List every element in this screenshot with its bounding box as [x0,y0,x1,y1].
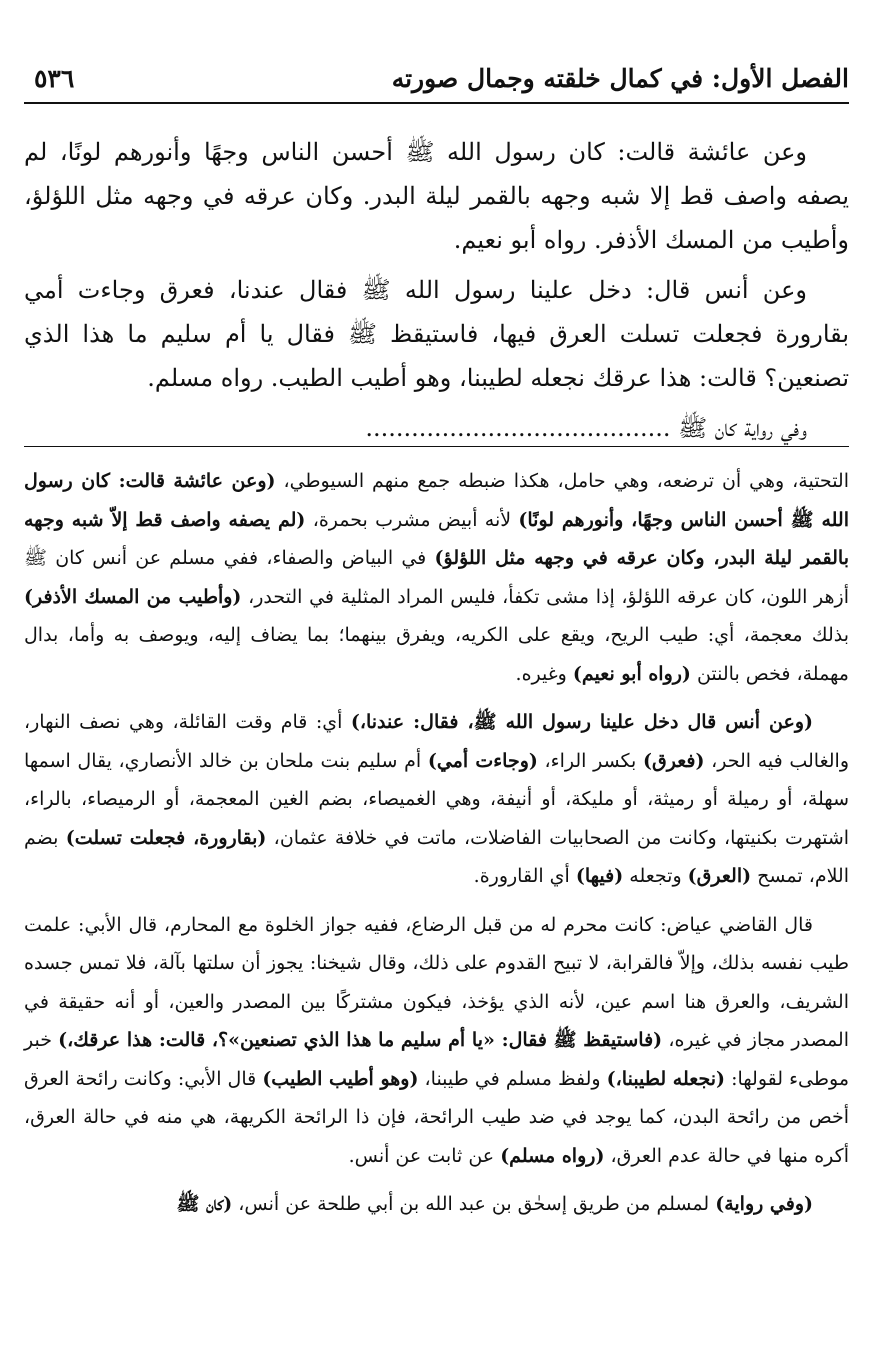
bold-quote-text: (فعرق) [642,749,705,772]
commentary-text: أي: قام وقت القائلة، وهي نصف النهار، والغالب فيه الحر، [24,711,850,772]
bold-quote-text: (وعن أنس قال دخل علينا رسول الله ﷺ، فقال: عندنا،) [350,711,813,733]
commentary-paragraph [24,1185,849,1224]
bold-quote-text: (رواه مسلم) [500,1144,605,1167]
commentary-text: لمسلم من طريق إسحٰق بن عبد الله بن أبي طلحة عن أنس، [232,1193,716,1215]
bold-quote-text: (فاستيقظ ﷺ فقال: «يا أم سليم ما هذا الذي تصنعين»؟، قالت: هذا عرقك،) [58,1029,663,1051]
bold-quote-text: (رواه أبو نعيم) [572,662,691,685]
main-text [24,130,849,456]
bold-quote-text: (فيها) [575,865,624,887]
commentary-text: بكسر الراء، [537,749,643,772]
hadith-riwaya [24,406,849,450]
commentary-text: وغيره. [515,662,573,685]
commentary-text: أم سليم بنت ملحان بن خالد الأنصاري، يقال اسمها سهلة، أو رميلة أو رميثة، أو مليكة، أو أنيفة، وهي الغميصاء، بضم الغين المعجمة، أو الرميصاء، بالراء، اشتهرت بكنيتها، وكانت من الصحابيات الفاضلات، ماتت في خلافة عثمان، [24,749,850,849]
bold-quote-text: (وجاءت أمي) [427,749,538,772]
commentary-text: وتجعله [623,865,688,887]
commentary-text: بذلك معجمة، أي: طيب الريح، ويقع على الكريه، ويفرق بينهما؛ بما يضاف إليه، ويوصف به وأما، بدال مهملة، فخص بالنتن [24,624,849,685]
commentary-text: بضم اللام، تمسح [24,826,849,887]
commentary-text: قال الأبي: وكانت رائحة العرق أخص من رائحة البدن، كما يوجد في ضد طيب الرائحة، فإن ذا الرائحة الكريهة، هي منه في حالة العرق، أكره منها في حالة عدم العرق، [24,1067,849,1167]
bold-quote-text: (وهو أطيب الطيب) [262,1067,419,1090]
riwaya-text: وفي رواية كان ﷺ [678,414,807,442]
commentary-paragraph [24,462,849,693]
bold-quote-text: (وأطيب من المسك الأذفر) [24,585,242,608]
separator-rule [24,446,849,447]
hadith-anas: وعن أنس قال: دخل علينا رسول الله ﷺ فقال عندنا، فعرق وجاءت أمي بقارورة فجعلت تسلت العرق فيها، فاستيقظ ﷺ فقال يا أم سليم ما هذا الذي تصنعين؟ قالت: هذا عرقك نجعله لطيبنا، وهو أطيب الطيب. رواه مسلم. [24,276,849,392]
commentary-paragraph [24,906,849,1176]
bold-quote-text: (كان ﷺ [176,1193,233,1215]
bold-quote-text: (نجعله لطيبنا،) [606,1067,725,1090]
bold-quote-text: (وعن عائشة قالت: كان رسول الله ﷺ أحسن الناس وجهًا، وأنورهم لونًا) [24,470,849,531]
chapter-title: الفصل الأول: في كمال خلقته وجمال صورته [391,64,849,93]
bold-quote-text: (لم يصفه واصف قط إلاّ شبه وجهه بالقمر ليلة البدر، وكان عرقه في وجهه مثل اللؤلؤ) [24,508,849,569]
ellipsis-dots: ........................................ [365,414,671,442]
commentary-text: أي القارورة. [473,865,576,887]
commentary-text: في البياض والصفاء، ففي مسلم عن أنس كان ﷺ أزهر اللون، كان عرقه اللؤلؤ، إذا مشى تكفأ، فليس المراد المثلية في التحدر، [24,547,849,608]
bold-quote-text: (بقارورة، فجعلت تسلت) [65,826,267,849]
page-number: ٥٣٦ [34,64,75,93]
commentary-text: خبر موطىء لقولها: [24,1029,849,1090]
page-header [24,62,849,104]
commentary [24,462,849,1234]
bold-quote-text: (العرق) [687,865,752,887]
commentary-paragraph [24,703,849,896]
commentary-text: التحتية، وهي أن ترضعه، وهي حامل، هكذا ضبطه جمع منهم السيوطي، [275,470,849,492]
hadith-aisha: وعن عائشة قالت: كان رسول الله ﷺ أحسن الناس وجهًا وأنورهم لونًا، لم يصفه واصف قط إلا شبه وجهه بالقمر ليلة البدر. وكان عرقه في وجهه مثل اللؤلؤ، وأطيب من المسك الأذفر. رواه أبو نعيم. [24,138,849,254]
commentary-text: ولفظ مسلم في طيبنا، [418,1067,607,1090]
commentary-text: لأنه أبيض مشرب بحمرة، [305,508,519,531]
bold-quote-text: (وفي رواية) [715,1193,813,1215]
commentary-text: عن ثابت عن أنس. [348,1144,501,1167]
commentary-text: قال القاضي عياض: كانت محرم له من قبل الرضاع، ففيه جواز الخلوة مع المحارم، قال الأبي: علمت طيب نفسه بذلك، وإلاّ فالقرابة، لا تبيح القدوم على ذلك، وقال شيخنا: يجوز أن سلتها بآلة، فلا تمس جسده الشريف، والعرق هنا اسم عين، لأنه الذي يؤخذ، فيكون مشتركًا بين المصدر والعين، أو أنه حقيقة في المصدر مجاز في غيره، [24,913,849,1051]
